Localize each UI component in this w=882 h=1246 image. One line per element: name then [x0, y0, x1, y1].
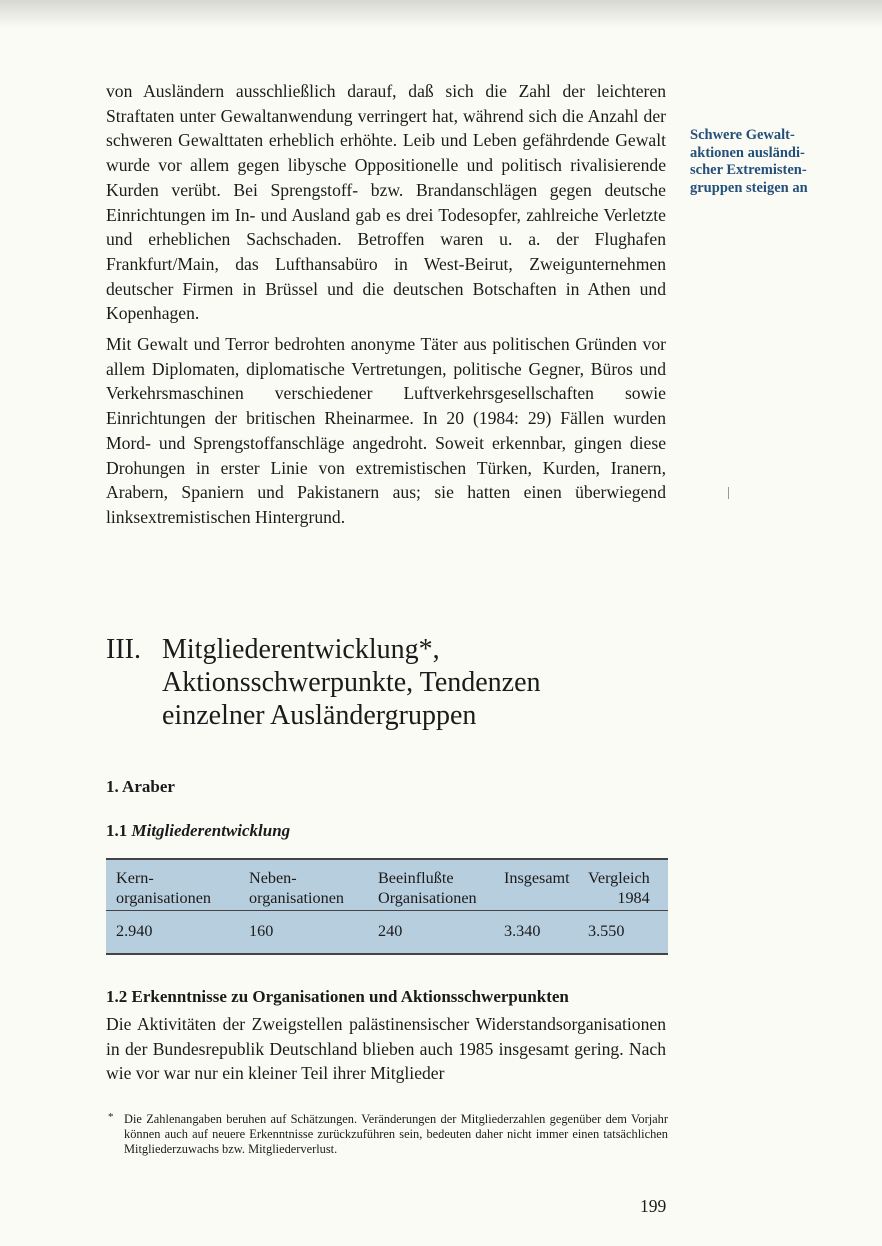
table-divider — [106, 910, 668, 911]
paragraph-intro: von Ausländern ausschließlich darauf, daß sich die Zahl der leichteren Straftaten unter Gewaltanwendung verringert hat, während sich die Anzahl der schweren Gewalttaten erheblich erhöhte. Leib und Leben gefährdende Gewalt wurde vor allem gegen libysche Oppositionelle und politisch rivalisierende Kurden verübt. Bei Sprengstoff- bzw. Brandanschlägen gegen deutsche Einrichtungen im In- und Ausland gab es drei Todesopfer, zahlreiche Verletzte und erheblichen Sachschaden. Betroffen waren u. a. der Flughafen Frankfurt/Main, das Lufthansabüro in West-Beirut, Zweigunternehmen deutscher Firmen in Brüssel und die deutschen Botschaften in Athen und Kopenhagen. — [106, 81, 666, 324]
table-header-cell — [116, 869, 211, 908]
header-line: Vergleich — [588, 869, 650, 887]
chapter-title — [162, 633, 642, 732]
table-value-cell: 240 — [378, 922, 403, 940]
page-number: 199 — [640, 1196, 667, 1216]
table-value-cell: 160 — [249, 922, 274, 940]
table-header-cell — [504, 869, 570, 889]
header-line: Beeinflußte — [378, 869, 454, 887]
table-header-cell — [588, 869, 650, 908]
chapter-title-line: einzelner Ausländergruppen — [162, 700, 477, 731]
paragraph-threats: Mit Gewalt und Terror bedrohten anonyme Täter aus politischen Gründen vor allem Diplomaten, diplomatische Vertretungen, politische Gegner, Büros und Verkehrsmaschinen verschiedener Luftverkehrsgesellschaften sowie Einrichtungen der britischen Rheinarmee. In 20 (1984: 29) Fällen wurden Mord- und Sprengstoffanschläge angedroht. Soweit erkennbar, gingen diese Drohungen in erster Linie von extremistischen Türken, Kurden, Iranern, Arabern, Spaniern und Pakistanern aus; sie hatten einen überwiegend linksextremistischen Hintergrund. — [106, 334, 666, 527]
margin-note-line: aktionen ausländi- — [690, 144, 805, 161]
scan-mark — [728, 487, 729, 499]
header-line: Organisationen — [378, 888, 477, 907]
footnote-marker: * — [108, 1111, 114, 1123]
footnote — [108, 1112, 668, 1157]
subsection-title: Mitgliederentwicklung — [131, 821, 291, 840]
chapter-title-line: Mitgliederentwicklung*, — [162, 634, 440, 665]
subsection-heading-mitglieder — [106, 821, 290, 841]
chapter-title-line: Aktionsschwerpunkte, Tendenzen — [162, 667, 541, 698]
header-line: 1984 — [617, 888, 650, 907]
membership-table — [106, 858, 668, 955]
header-line: Kern- — [116, 869, 154, 887]
subsection-number: 1.1 — [106, 821, 128, 840]
chapter-number: III. — [106, 634, 141, 665]
header-line: organisationen — [116, 888, 212, 907]
header-line: organisationen — [249, 888, 345, 907]
margin-note-line: scher Extremisten- — [690, 162, 807, 178]
table-value-cell: 3.550 — [588, 922, 625, 940]
margin-note — [690, 127, 840, 197]
paragraph-activities: Die Aktivitäten der Zweigstellen palästinensischer Widerstandsorganisationen in der Bundesrepublik Deutschland blieben auch 1985 insgesamt gering. Nach wie vor war nur ein kleiner Teil ihrer Mitglieder — [106, 1014, 666, 1084]
scan-shadow — [0, 0, 882, 28]
section-heading-araber: 1. Araber — [106, 777, 175, 796]
table-value-cell: 2.940 — [116, 922, 153, 940]
margin-note-line: Schwere Gewalt- — [690, 127, 795, 143]
header-line: Neben- — [249, 869, 297, 887]
subsection-heading-erkenntnisse: 1.2 Erkenntnisse zu Organisationen und Aktionsschwerpunkten — [106, 987, 569, 1006]
header-line: Insgesamt — [504, 869, 570, 887]
table-header-cell — [378, 869, 477, 908]
margin-note-line: gruppen steigen an — [690, 179, 808, 196]
footnote-text: Die Zahlenangaben beruhen auf Schätzungen. Veränderungen der Mitgliederzahlen gegenüber dem Vorjahr können auch auf neuere Erkenntnisse zurückzuführen sein, bedeuten daher nicht immer einen tatsächlichen Mitgliederzuwachs bzw. Mitgliederverlust. — [124, 1112, 668, 1156]
table-value-cell: 3.340 — [504, 922, 541, 940]
table-header-cell — [249, 869, 344, 908]
